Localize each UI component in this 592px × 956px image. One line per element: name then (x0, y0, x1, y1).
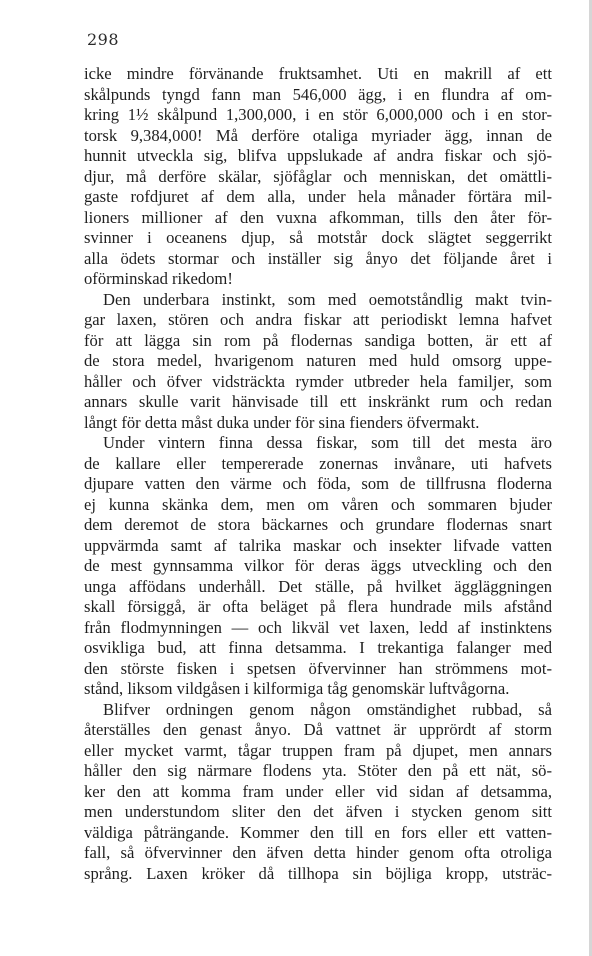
text-line: den störste fisken i spetsen öfvervinner han strömmens mot- (84, 658, 552, 678)
text-line: men understundom sliter den det äfven i stycken genom sitt (84, 802, 552, 821)
text-line: svinner i oceanens djup, så motstår dock slägtet seggerrikt (84, 228, 552, 247)
text-line: oförminskad rikedom! (84, 269, 233, 288)
text-line: språng. Laxen kröker då tillhopa sin böjliga kropp, utsträc- (84, 863, 552, 883)
text-line: dem deremot de stora bäckarnes och grundare flodernas snart (84, 515, 552, 534)
text-line: långt för detta måst duka under för sina fienders öfvermakt. (84, 412, 480, 432)
text-line: Den underbara instinkt, som med oemotståndlig makt tvin- (103, 289, 552, 309)
text-line: håller den sig närmare flodens yta. Stöter den på ett nät, sö- (84, 761, 552, 780)
text-line: ker den att komma fram under eller vid sidan af detsamma, (84, 781, 552, 801)
text-line: alla ödets stormar och inställer sig ånyo det följande året i (84, 248, 552, 268)
body-text (84, 64, 552, 884)
text-line: återställes den genast ånyo. Då vattnet är upprördt af storm (84, 720, 552, 739)
text-line: djur, må derföre skälar, sjöfåglar och menniskan, det omättli- (84, 166, 552, 186)
text-line: stånd, liksom vildgåsen i kilformiga tåg genomskär luftvågorna. (84, 679, 510, 698)
text-line: för att lägga sin rom på flodernas sandiga botten, är ett af (84, 330, 552, 350)
text-line: icke mindre förvänande fruktsamhet. Uti en makrill af ett (84, 64, 552, 83)
text-line: de mest gynnsamma vilkor för deras äggs utveckling och den (84, 556, 552, 575)
text-line: skålpunds tyngd fann man 546,000 ägg, i en flundra af om- (84, 84, 552, 104)
text-line: fall, så öfvervinner den äfven detta hinder genom ofta otroliga (84, 843, 552, 862)
text-line: lioners millioner af den vuxna afkomman, tills den åter för- (84, 207, 552, 227)
text-line: djupare vatten den värme och föda, som de tillfrusna floderna (84, 474, 552, 493)
text-line: skall försiggå, är ofta beläget på flera hundrade mils afstånd (84, 597, 552, 616)
text-line: eller mycket varmt, tågar truppen fram på djupet, men annars (84, 740, 552, 760)
text-line: väldiga påträngande. Kommer den till en fors eller ett vatten- (84, 822, 552, 842)
text-line: de kallare eller tempererade zonernas invånare, uti hafvets (84, 453, 552, 473)
text-line: annars skulle varit hänvisade till ett inskränkt rum och redan (84, 392, 552, 411)
text-line: Under vintern finna dessa fiskar, som till det mesta äro (103, 433, 552, 452)
text-line: kring 1½ skålpund 1,300,000, i en stör 6,000,000 och i en stor- (84, 105, 552, 124)
text-line: från flodmynningen — och likväl vet laxen, ledd af instinktens (84, 617, 552, 637)
text-line: gar laxen, stören och andra fiskar att periodiskt lemna hafvet (84, 310, 552, 329)
text-line: torsk 9,384,000! Må derföre otaliga myriader ägg, innan de (84, 125, 552, 145)
text-line: Blifver ordningen genom någon omständighet rubbad, så (103, 699, 552, 719)
text-line: uppvärmda samt af talrika maskar och insekter lifvade vatten (84, 535, 552, 555)
text-line: gaste rofdjuret af dem alla, under hela månader förtära mil- (84, 187, 552, 206)
text-line: unga affödans underhåll. Det ställe, på hvilket äggläggningen (84, 576, 552, 596)
text-line: håller och öfver vidsträckta rymder utbreder hela familjer, som (84, 371, 552, 391)
text-line: osvikliga bud, att finna detsamma. I trekantiga falanger med (84, 638, 552, 657)
text-line: de stora medel, hvarigenom naturen med huld omsorg uppe- (84, 351, 552, 370)
page-number: 298 (87, 30, 120, 49)
text-line: ej kunna skänka dem, men om våren och sommaren bjuder (84, 494, 552, 514)
text-line: hunnit utveckla sig, blifva uppslukade af andra fiskar och sjö- (84, 146, 552, 165)
